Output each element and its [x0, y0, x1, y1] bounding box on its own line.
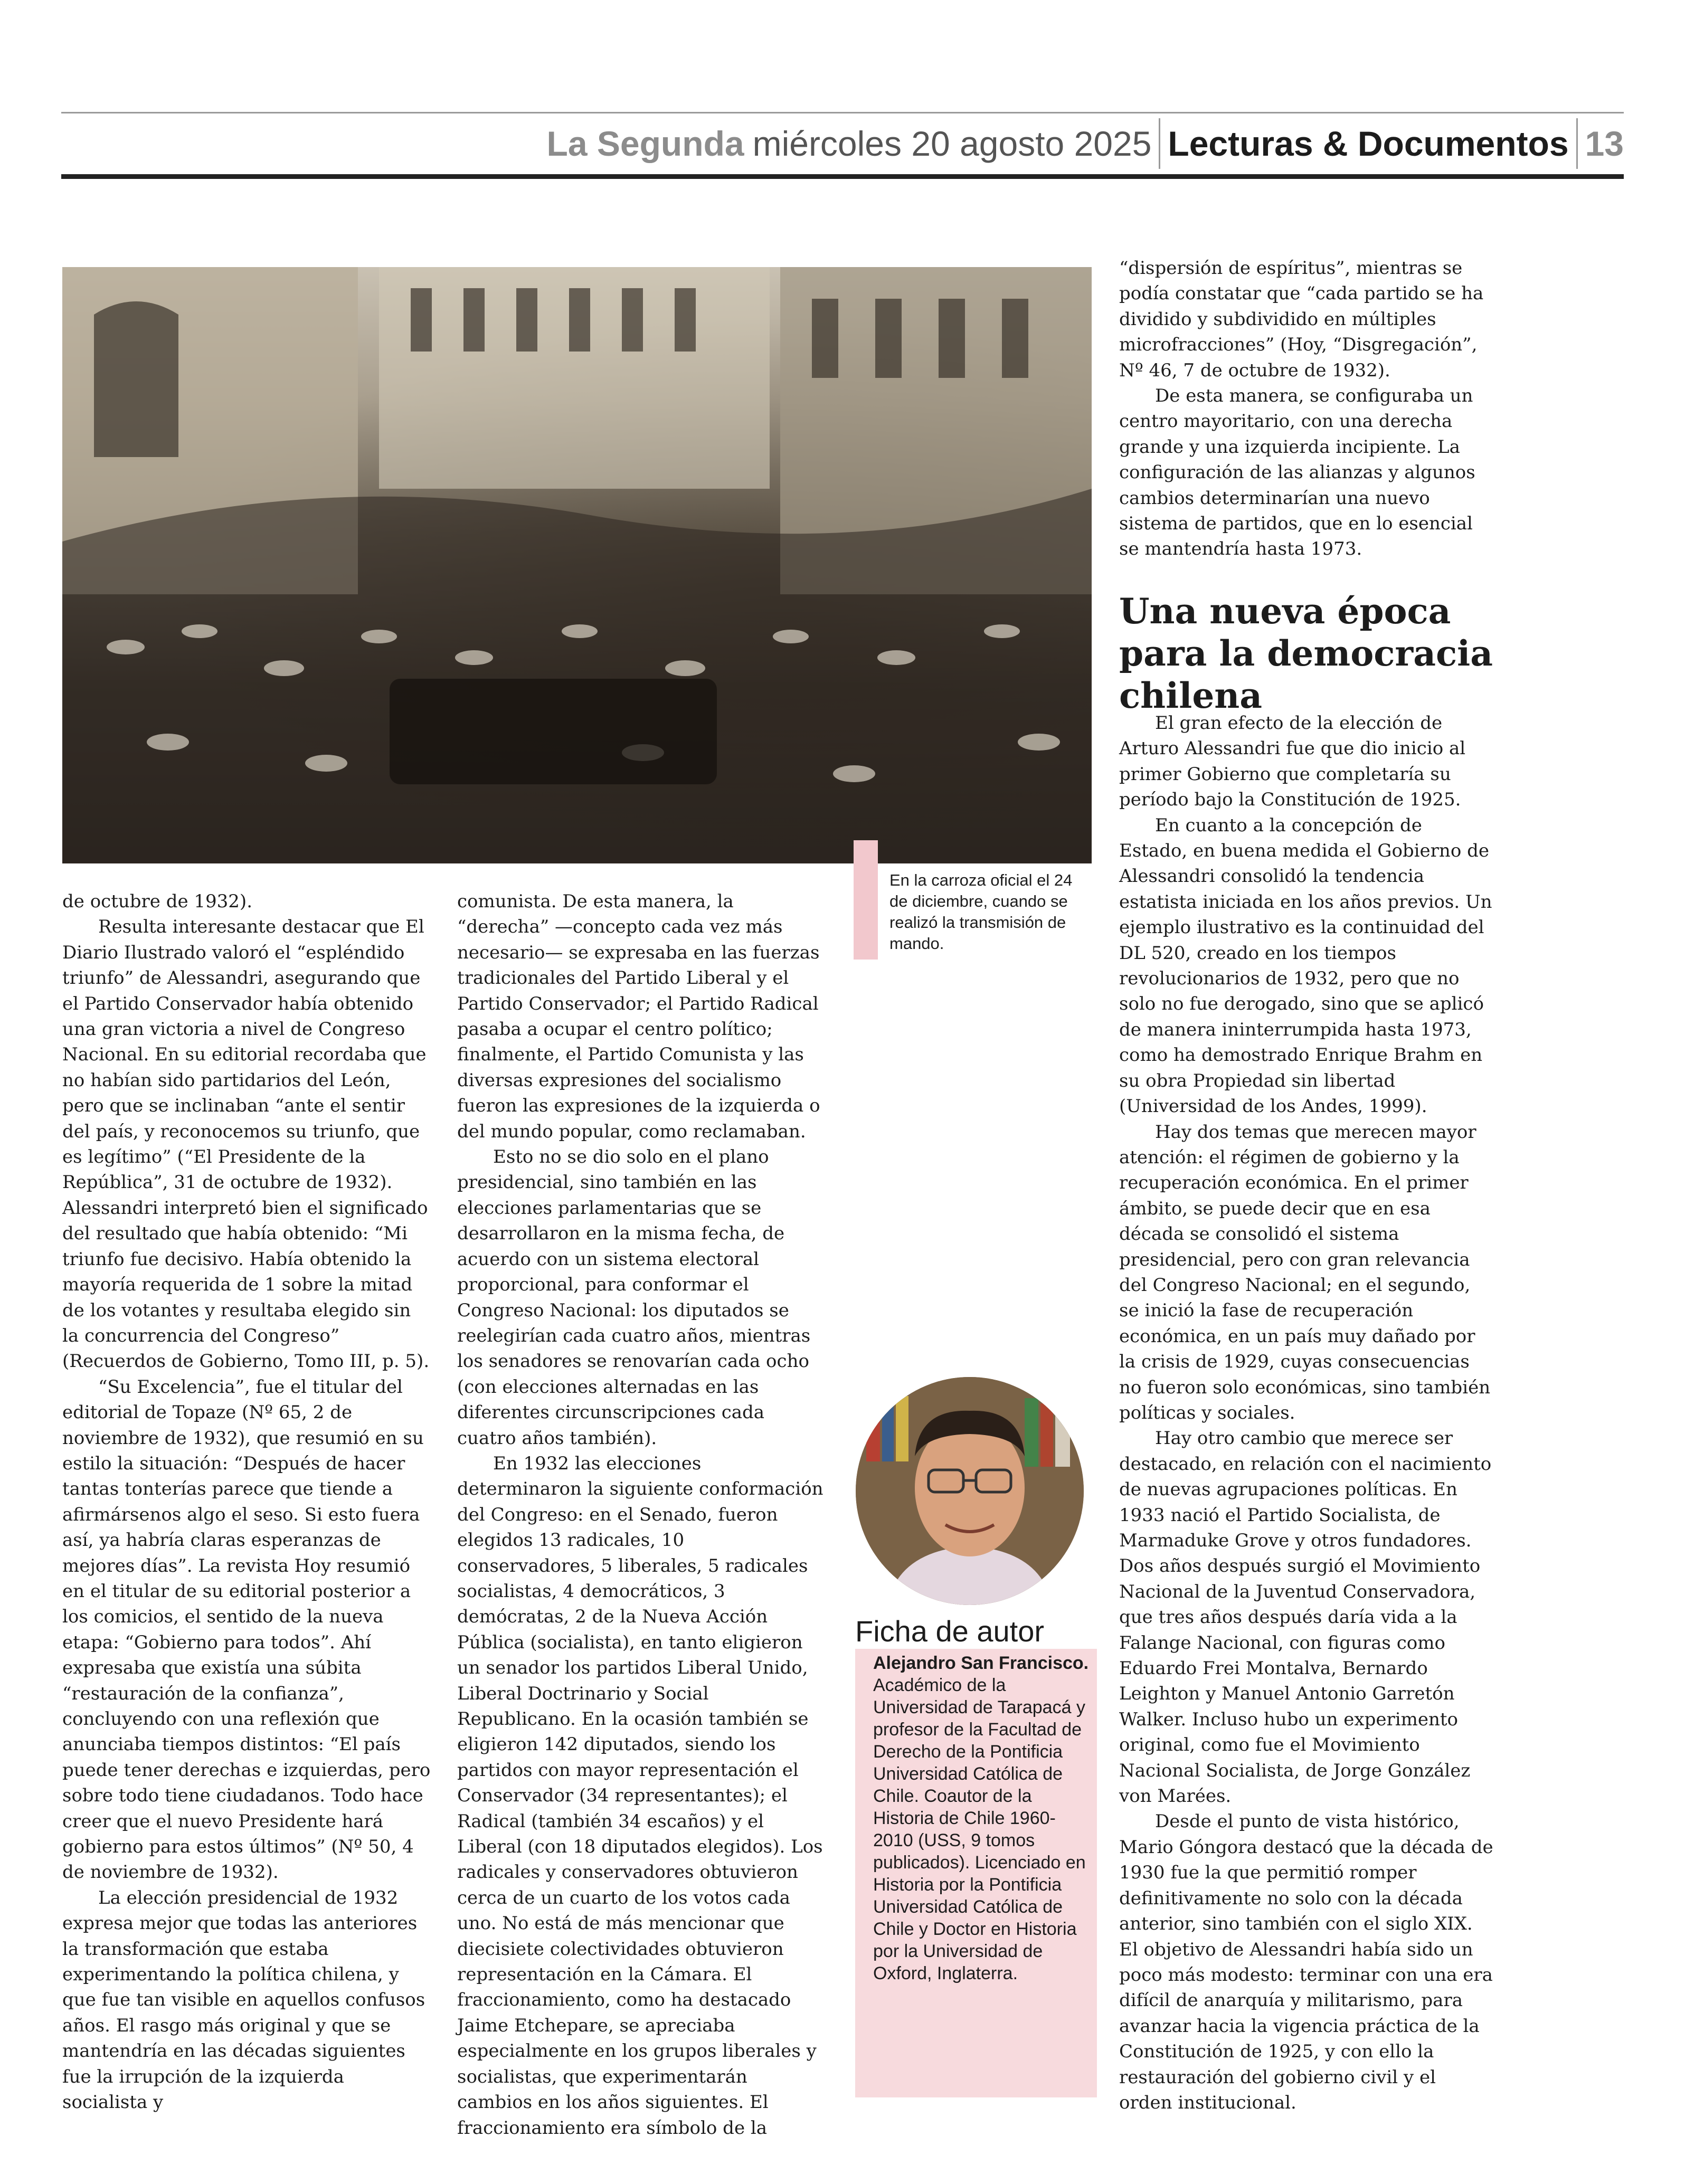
paragraph: “dispersión de espíritus”, mientras se podía constatar que “cada partido se ha dividido y subdividido en múltiples microfracciones” (Hoy, “Disgregación”, Nº 46, 7 de octubre de 1932). — [1119, 258, 1484, 381]
author-name: Alejandro San Francisco. — [873, 1653, 1089, 1673]
paragraph: El gran efecto de la elección de Arturo Alessandri fue que dio inicio al primer Gobierno que completaría su período bajo la Constitución de 1925. — [1119, 713, 1466, 811]
paragraph: La elección presidencial de 1932 expresa mejor que todas las anteriores la transformación que estaba experimentando la política chilena, y que fue tan visible en aquellos confusos años. El rasgo más original y que se mantendría en las décadas siguientes fue la irrupción de la izquierda socialista y — [62, 1887, 425, 2113]
author-bio — [873, 1652, 1090, 1984]
paragraph: Esto no se dio solo en el plano presidencial, sino también en las elecciones parlamentarias que se desarrollaron en la misma fecha, de acuerdo con un sistema electoral proporcional, para conformar el Congreso Nacional: los diputados se reelegirían cada cuatro años, mientras los senadores se renovarían cada ocho (con elecciones alternadas en las diferentes circunscripciones cada cuatro años también). — [457, 1146, 811, 1449]
issue-date: miércoles 20 agosto 2025 — [753, 118, 1161, 169]
newspaper-name: La Segunda — [546, 124, 744, 163]
article-column-2 — [457, 889, 827, 2141]
paragraph: de octubre de 1932). — [62, 891, 253, 912]
paragraph: Resulta interesante destacar que El Diario Ilustrado valoró el “espléndido triunfo” de Alessandri, asegurando que el Partido Conservador había obtenido una gran victoria a nivel de Congreso Nacional. En su editorial recordaba que no habían sido partidarios del León, pero que se inclinaban “ante el sentir del país, y reconocemos su triunfo, que es legítimo” (“El Presidente de la República”, 31 de octubre de 1932). Alessandri interpretó bien el significado del resultado que había obtenido: “Mi triunfo fue decisivo. Había obtenido la mayoría requerida de 1 sobre la mitad de los votantes y resultaba elegido sin la concurrencia del Congreso” (Recuerdos de Gobierno, Tomo III, p. 5). — [62, 916, 430, 1372]
paragraph: En 1932 las elecciones determinaron la siguiente conformación del Congreso: en el Senado, fueron elegidos 13 radicales, 10 conservadores, 5 liberales, 5 radicales socialistas, 4 democráticos, 3 demócratas, 2 de la Nueva Acción Pública (socialista), en tanto eligieron un senador los partidos Liberal Unido, Liberal Doctrinario y Social Republicano. En la ocasión también se eligieron 142 diputados, siendo los partidos con mayor representación el Conservador (34 representantes); el Radical (también 34 escaños) y el Liberal (con 18 diputados elegidos). Los radicales y conservadores obtuvieron cerca de un cuarto de los votos cada uno. No está de más mencionar que diecisiete colectividades obtuvieron representación en la Cámara. El fraccionamiento, como ha destacado Jaime Etchepare, se apreciaba especialmente en los grupos liberales y socialistas, que experimentarán cambios en los años siguientes. El fraccionamiento era símbolo de la — [457, 1452, 823, 2139]
photo-caption: En la carroza oficial el 24 de diciembre, cuando se realizó la transmisión de mando. — [889, 871, 1073, 953]
header-top-rule — [61, 112, 1624, 113]
paragraph: comunista. De esta manera, la “derecha” —concepto cada vez más necesario— se expresaba en las fuerzas tradicionales del Partido Liberal y el Partido Conservador; el Partido Radical pasaba a ocupar el centro político; finalmente, el Partido Comunista y las diversas expresiones del socialismo fueron las expresiones de la izquierda o del mundo popular, como reclamaban. — [457, 891, 820, 1142]
article-column-3-top — [1119, 255, 1494, 562]
historic-parade-photo — [62, 267, 1092, 863]
article-column-1 — [62, 889, 432, 2115]
paragraph: De esta manera, se configuraba un centro mayoritario, con una derecha grande y una izquierda incipiente. La configuración de las alianzas y algunos cambios determinarían una nuevo sistema de partidos, que en lo esencial se mantendría hasta 1973. — [1119, 385, 1475, 560]
section-name: Lecturas & Documentos — [1160, 118, 1577, 169]
caption-accent-bar — [854, 840, 878, 960]
paragraph: Hay dos temas que merecen mayor atención: el régimen de gobierno y la recuperación económica. En el primer ámbito, se puede decir que en esa década se consolidó el sistema presidencial, pero con gran relevancia del Congreso Nacional; en el segundo, se inició la fase de recuperación económica, en un país muy dañado por la crisis de 1929, cuyas consecuencias no fueron solo económicas, sino también políticas y sociales. — [1119, 1121, 1491, 1423]
masthead — [547, 118, 1624, 169]
paragraph: En cuanto a la concepción de Estado, en buena medida el Gobierno de Alessandri consolidó la tendencia estatista iniciada en los años previos. Un ejemplo ilustrativo es la continuidad del DL 520, creado en los tiempos revolucionarios de 1932, pero que no solo no fue derogado, sino que se aplicó de manera ininterrumpida hasta 1973, como ha demostrado Enrique Brahm en su obra Propiedad sin libertad (Universidad de los Andes, 1999). — [1119, 814, 1492, 1117]
page-number: 13 — [1585, 124, 1624, 163]
paragraph: “Su Excelencia”, fue el titular del editorial de Topaze (Nº 65, 2 de noviembre de 1932), que resumió en su estilo la situación: “Después de hacer tantas tonterías parece que tiende a afirmársenos algo el seso. Si esto fuera así, ya habría claras esperanzas de mejores días”. La revista Hoy resumió en el titular de su editorial posterior a los comicios, el sentido de la nueva etapa: “Gobierno para todos”. Ahí expresaba que existía una súbita “restauración de la confianza”, concluyendo con una reflexión que anunciaba tiempos distintos: “El país puede tener derechas e izquierdas, pero sobre todo tiene ciudadanos. Todo hace creer que el nuevo Presidente hará gobierno para estos últimos” (Nº 50, 4 de noviembre de 1932). — [62, 1376, 431, 1883]
author-box-title: Ficha de autor — [855, 1615, 1044, 1648]
article-column-3 — [1119, 710, 1494, 2115]
section-heading: Una nueva época para la democracia chilena — [1119, 591, 1493, 716]
author-bio-text: Académico de la Universidad de Tarapacá y profesor de la Facultad de Derecho de la Pontificia Universidad Católica de Chile. Coautor de la Historia de Chile 1960-2010 (USS, 9 tomos publicados). Licenciado en Historia por la Pontificia Universidad Católica de Chile y Doctor en Historia por la Universidad de Oxford, Inglaterra. — [873, 1675, 1086, 1983]
paragraph: Hay otro cambio que merece ser destacado, en relación con el nacimiento de nuevas agrupaciones políticas. En 1933 nació el Partido Socialista, de Marmaduke Grove y otros fundadores. Dos años después surgió el Movimiento Nacional de la Juventud Conservadora, que tres años después daría vida a la Falange Nacional, con figuras como Eduardo Frei Montalva, Bernardo Leighton y Manuel Antonio Garretón Walker. Incluso hubo un experimento original, como fue el Movimiento Nacional Socialista, de Jorge González von Marées. — [1119, 1428, 1492, 1807]
header-bottom-rule — [61, 174, 1624, 179]
paragraph: Desde el punto de vista histórico, Mario Góngora destacó que la década de 1930 fue la que permitió romper definitivamente no solo con la década anterior, sino también con el siglo XIX. El objetivo de Alessandri había sido un poco más modesto: terminar con una era difícil de anarquía y militarismo, para avanzar hacia la vigencia práctica de la Constitución de 1925, y con ello la restauración del gobierno civil y el orden institucional. — [1119, 1811, 1493, 2113]
author-portrait — [856, 1377, 1084, 1605]
